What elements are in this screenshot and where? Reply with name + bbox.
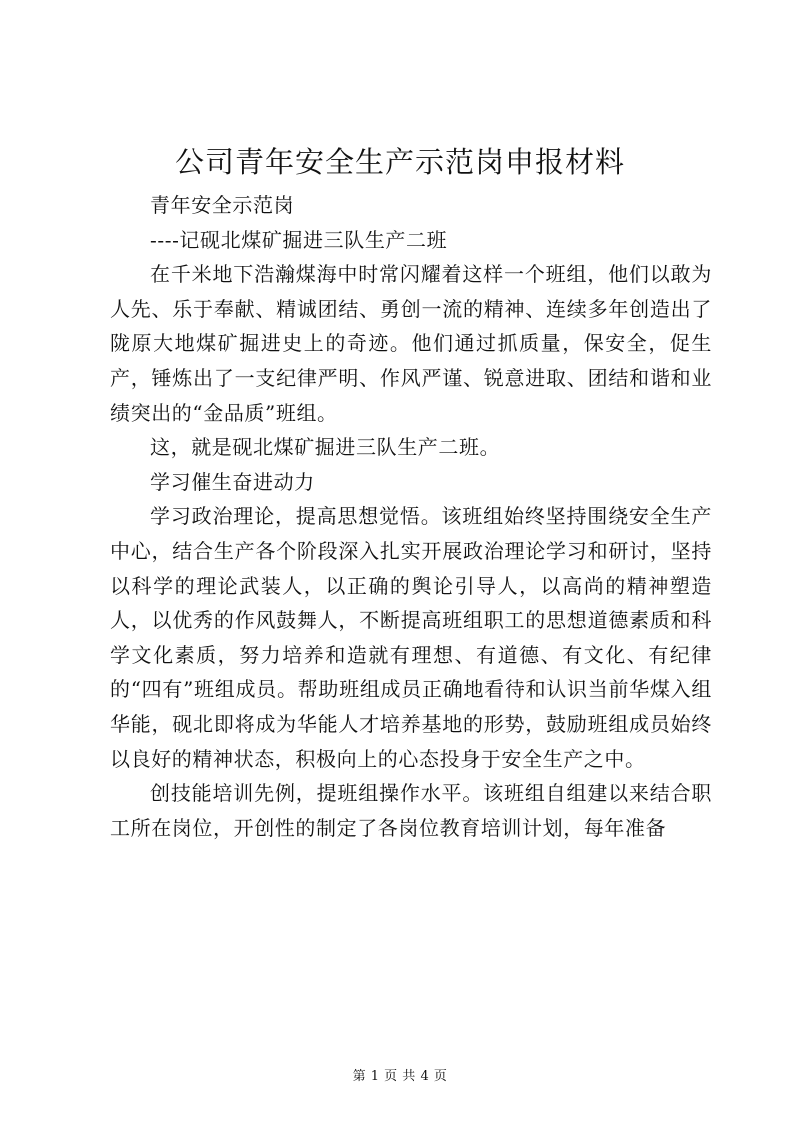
paragraph-dedication: ----记砚北煤矿掘进三队生产二班 <box>150 227 448 252</box>
page-footer: 第 1 页 共 4 页 <box>352 1069 448 1084</box>
paragraph-intro: 在千米地下浩瀚煤海中时常闪耀着这样一个班组，他们以敢为人先、乐于奉献、精诚团结、勇创一流的精神、连续多年创造出了陇原大地煤矿掘进史上的奇迹。他们通过抓质量，保安全，促生产，锤炼出了一支纪律严明、作风严谨、锐意进取、团结和谐和业绩突出的“金品质”班组。 <box>110 262 712 425</box>
paragraph-political-study: 学习政治理论，提高思想觉悟。该班组始终坚持围绕安全生产中心，结合生产各个阶段深入扎实开展政治理论学习和研讨，坚持以科学的理论武装人，以正确的舆论引导人，以高尚的精神塑造人，以优秀的作风鼓舞人，不断提高班组职工的思想道德素质和科学文化素质，努力培养和造就有理想、有道德、有文化、有纪律的“四有”班组成员。帮助班组成员正确地看待和认识当前华煤入组华能，砚北即将成为华能人才培养基地的形势，鼓励班组成员始终以良好的精神状态，积极向上的心态投身于安全生产之中。 <box>110 504 712 771</box>
section-heading-study: 学习催生奋进动力 <box>150 469 315 494</box>
paragraph-team-name: 这，就是砚北煤矿掘进三队生产二班。 <box>150 435 501 460</box>
document-body <box>110 188 712 845</box>
paragraph-skills-training: 创技能培训先例，提班组操作水平。该班组自组建以来结合职工所在岗位，开创性的制定了各岗位教育培训计划，每年准备 <box>110 781 712 840</box>
document-title: 公司青年安全生产示范岗申报材料 <box>174 145 625 179</box>
paragraph-subtitle: 青年安全示范岗 <box>150 193 295 217</box>
